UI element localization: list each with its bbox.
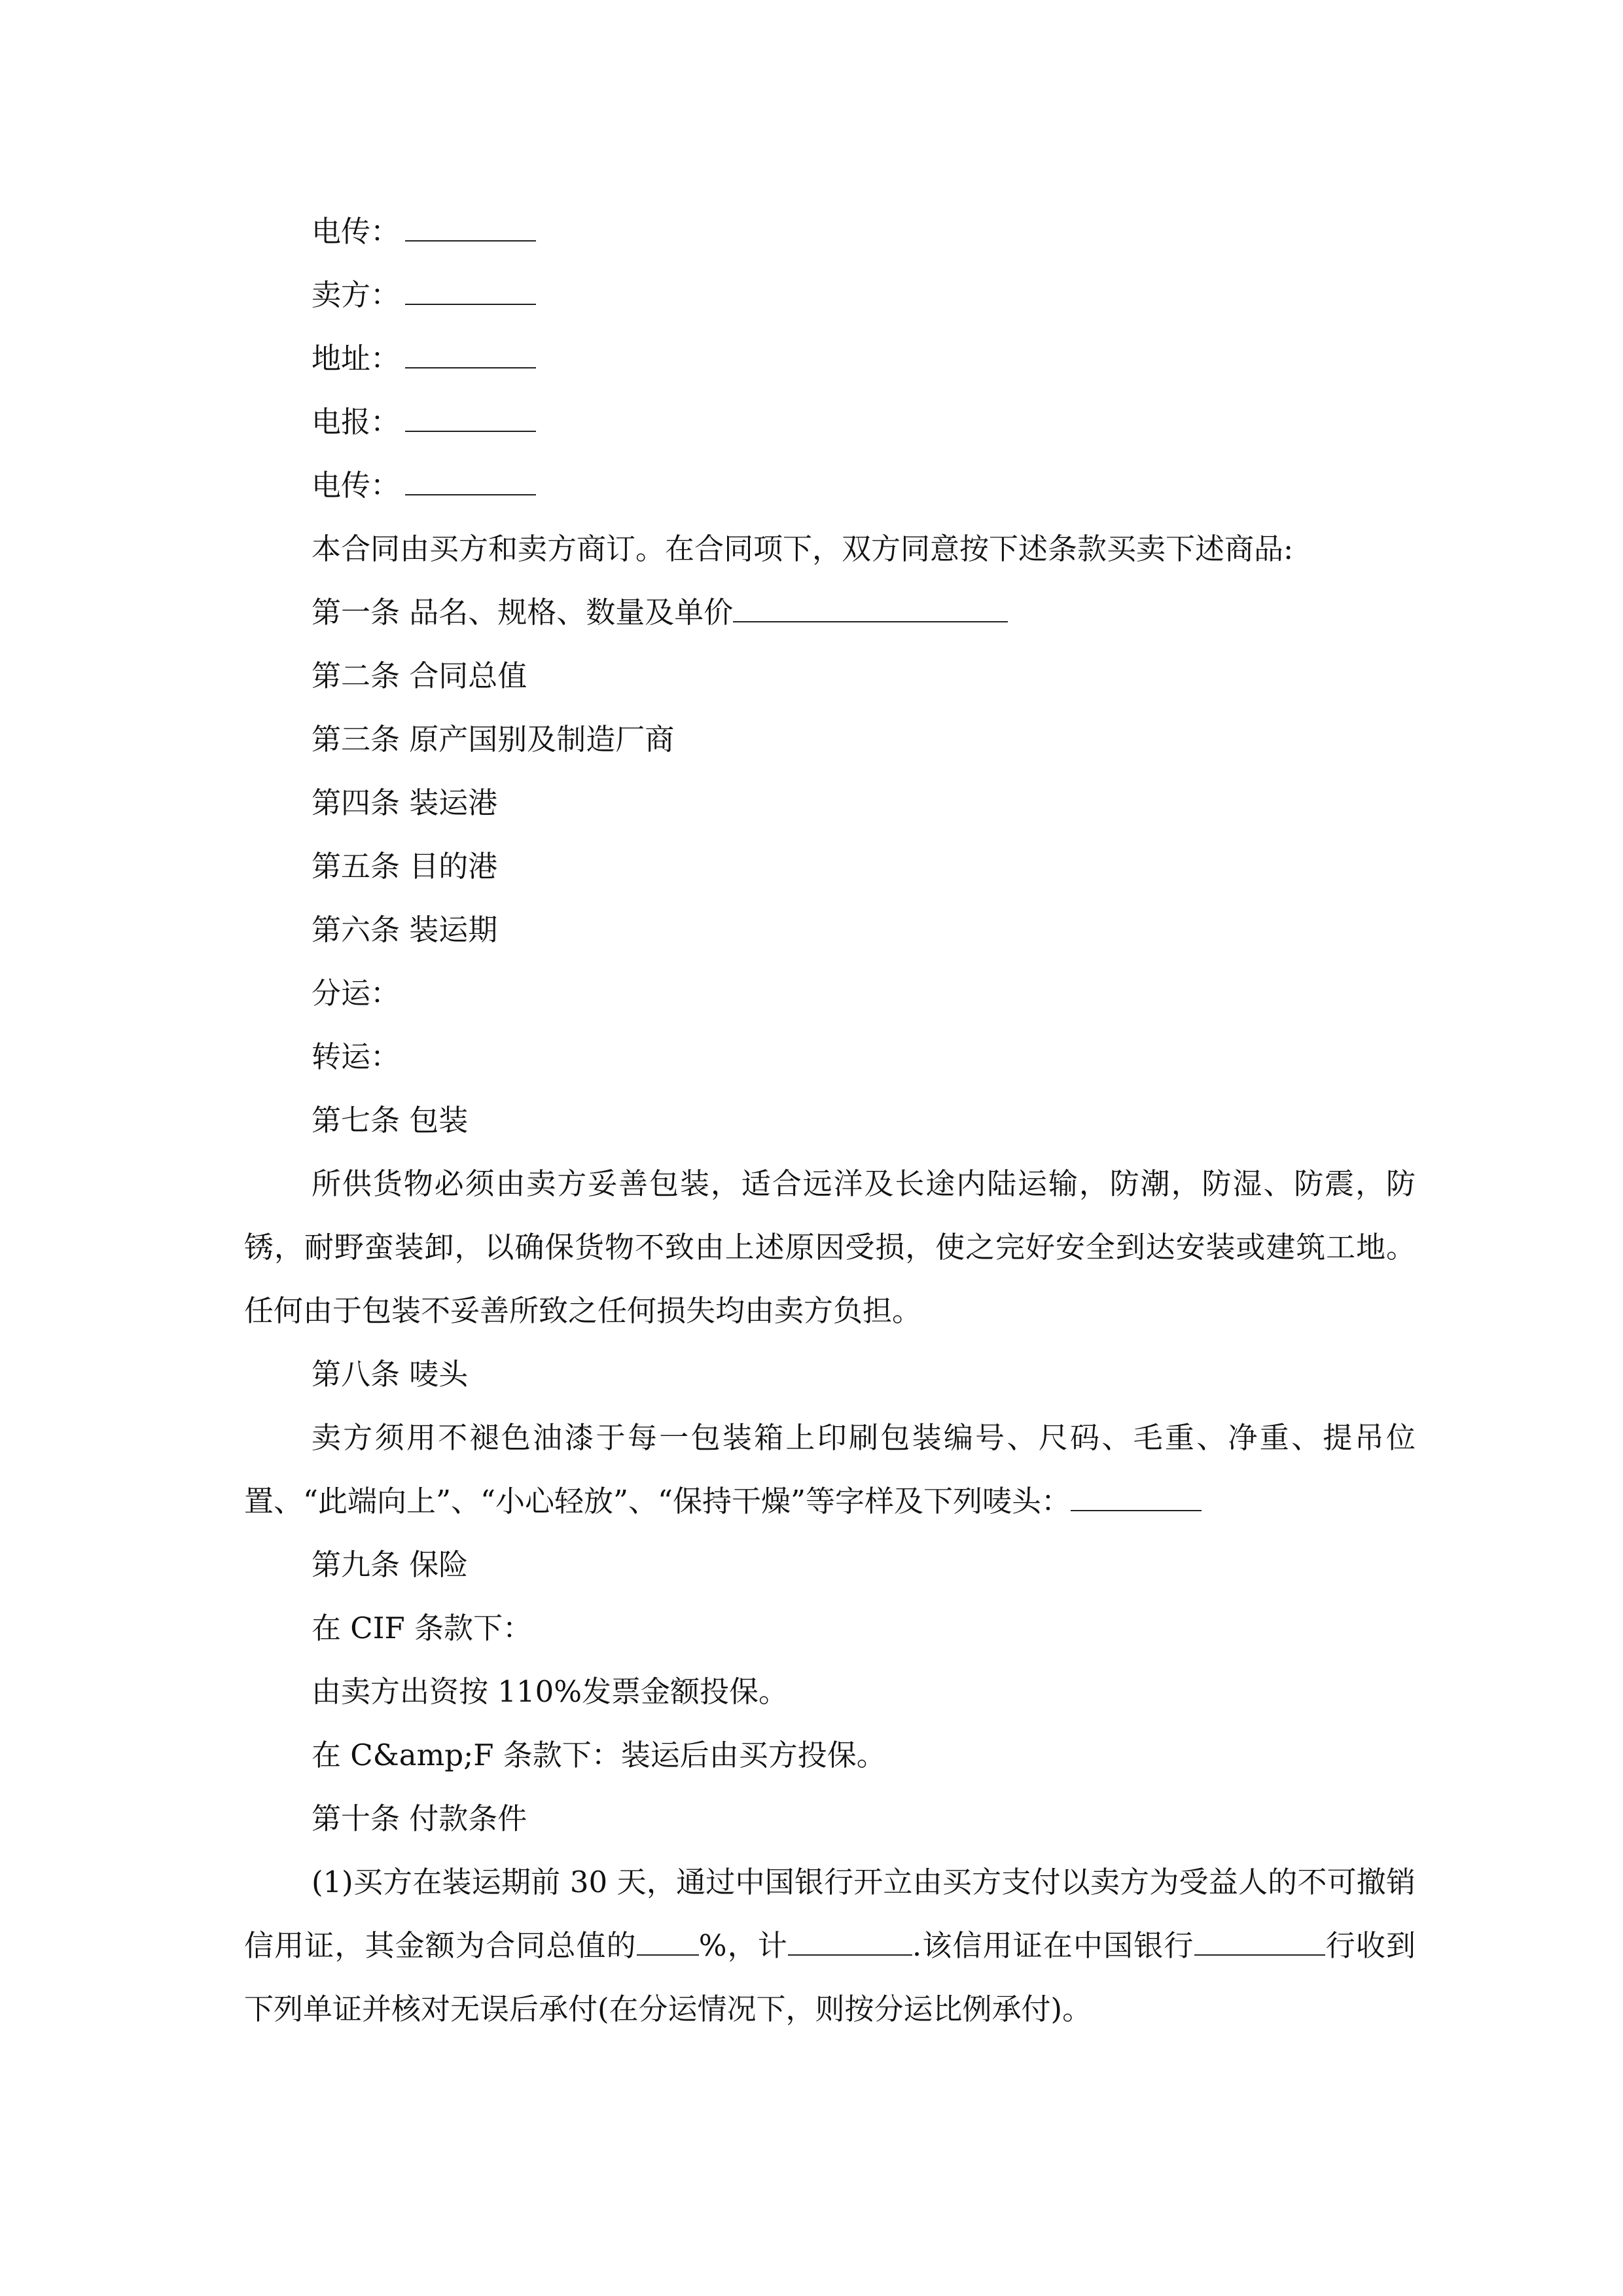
article-10-heading: 第十条 付款条件	[312, 1801, 527, 1836]
blank-line	[405, 274, 536, 305]
field-label: 地址：	[312, 341, 401, 376]
cif-text: 由卖方出资按 110%发票金额投保。	[312, 1674, 788, 1709]
blank-line	[405, 338, 536, 368]
blank-line	[405, 401, 536, 432]
field-label: 电传：	[312, 214, 401, 249]
article-2-heading: 第二条 合同总值	[312, 658, 527, 693]
telex-field	[244, 200, 1416, 263]
telex-field-2	[244, 454, 1416, 517]
article-7-heading: 第七条 包装	[312, 1103, 469, 1138]
cable-field	[244, 390, 1416, 454]
payment-text-3: .该信用证在中国银行	[912, 1928, 1194, 1963]
article-1-title: 第一条 品名、规格、数量及单价	[312, 595, 734, 630]
payment-paragraph	[244, 1850, 1416, 2041]
article-6-heading: 第六条 装运期	[312, 912, 498, 947]
article-5-heading: 第五条 目的港	[312, 849, 498, 884]
intro-text: 本合同由买方和卖方商订。在合同项下，双方同意按下述条款买卖下述商品:	[312, 531, 1294, 566]
blank-line	[733, 592, 1008, 622]
article-1-heading	[244, 581, 1416, 644]
packing-paragraph: 所供货物必须由卖方妥善包装，适合远洋及长途内陆运输，防潮，防湿、防震，防锈，耐野蛮装卸，以确保货物不致由上述原因受损，使之完好安全到达安装或建筑工地。任何由于包装不妥善所致之任何损失均由卖方负担。	[244, 1166, 1416, 1328]
field-label: 电传：	[312, 468, 401, 503]
address-field	[244, 327, 1416, 390]
contract-body	[244, 200, 1416, 2041]
seller-field	[244, 263, 1416, 327]
blank-line	[1194, 1925, 1325, 1956]
partial-shipment: 分运：	[312, 976, 401, 1011]
article-4-heading: 第四条 装运港	[312, 785, 498, 820]
blank-line	[1071, 1480, 1202, 1511]
cif-label: 在 CIF 条款下：	[312, 1611, 533, 1645]
field-label: 电报：	[312, 404, 401, 439]
article-9-heading: 第九条 保险	[312, 1547, 469, 1582]
payment-text-4: 行收到下列单证并核对无误后承付(在分运情况下，则按分运比例承付)。	[244, 1928, 1416, 2026]
payment-text-2: %，计	[698, 1928, 788, 1963]
blank-line	[405, 465, 536, 495]
article-3-heading: 第三条 原产国别及制造厂商	[312, 722, 675, 757]
field-label: 卖方：	[312, 278, 401, 312]
marks-paragraph	[244, 1406, 1416, 1533]
blank-line	[405, 211, 536, 242]
blank-line	[637, 1925, 699, 1956]
article-8-heading: 第八条 唛头	[312, 1357, 469, 1391]
transshipment: 转运：	[312, 1039, 401, 1074]
blank-line	[788, 1925, 912, 1956]
cf-text: 在 C&amp;F 条款下：装运后由买方投保。	[312, 1738, 886, 1772]
payment-text-1: (1)买方在装运期前 30 天，通过中国银行开立由买方支付以卖方为受益人的不可撤销信用证，其金额为合同总值的	[244, 1865, 1416, 1963]
marks-text: 卖方须用不褪色油漆于每一包装箱上印刷包装编号、尺码、毛重、净重、提吊位置、“此端向上”、“小心轻放”、“保持干燥”等字样及下列唛头：	[244, 1420, 1416, 1518]
